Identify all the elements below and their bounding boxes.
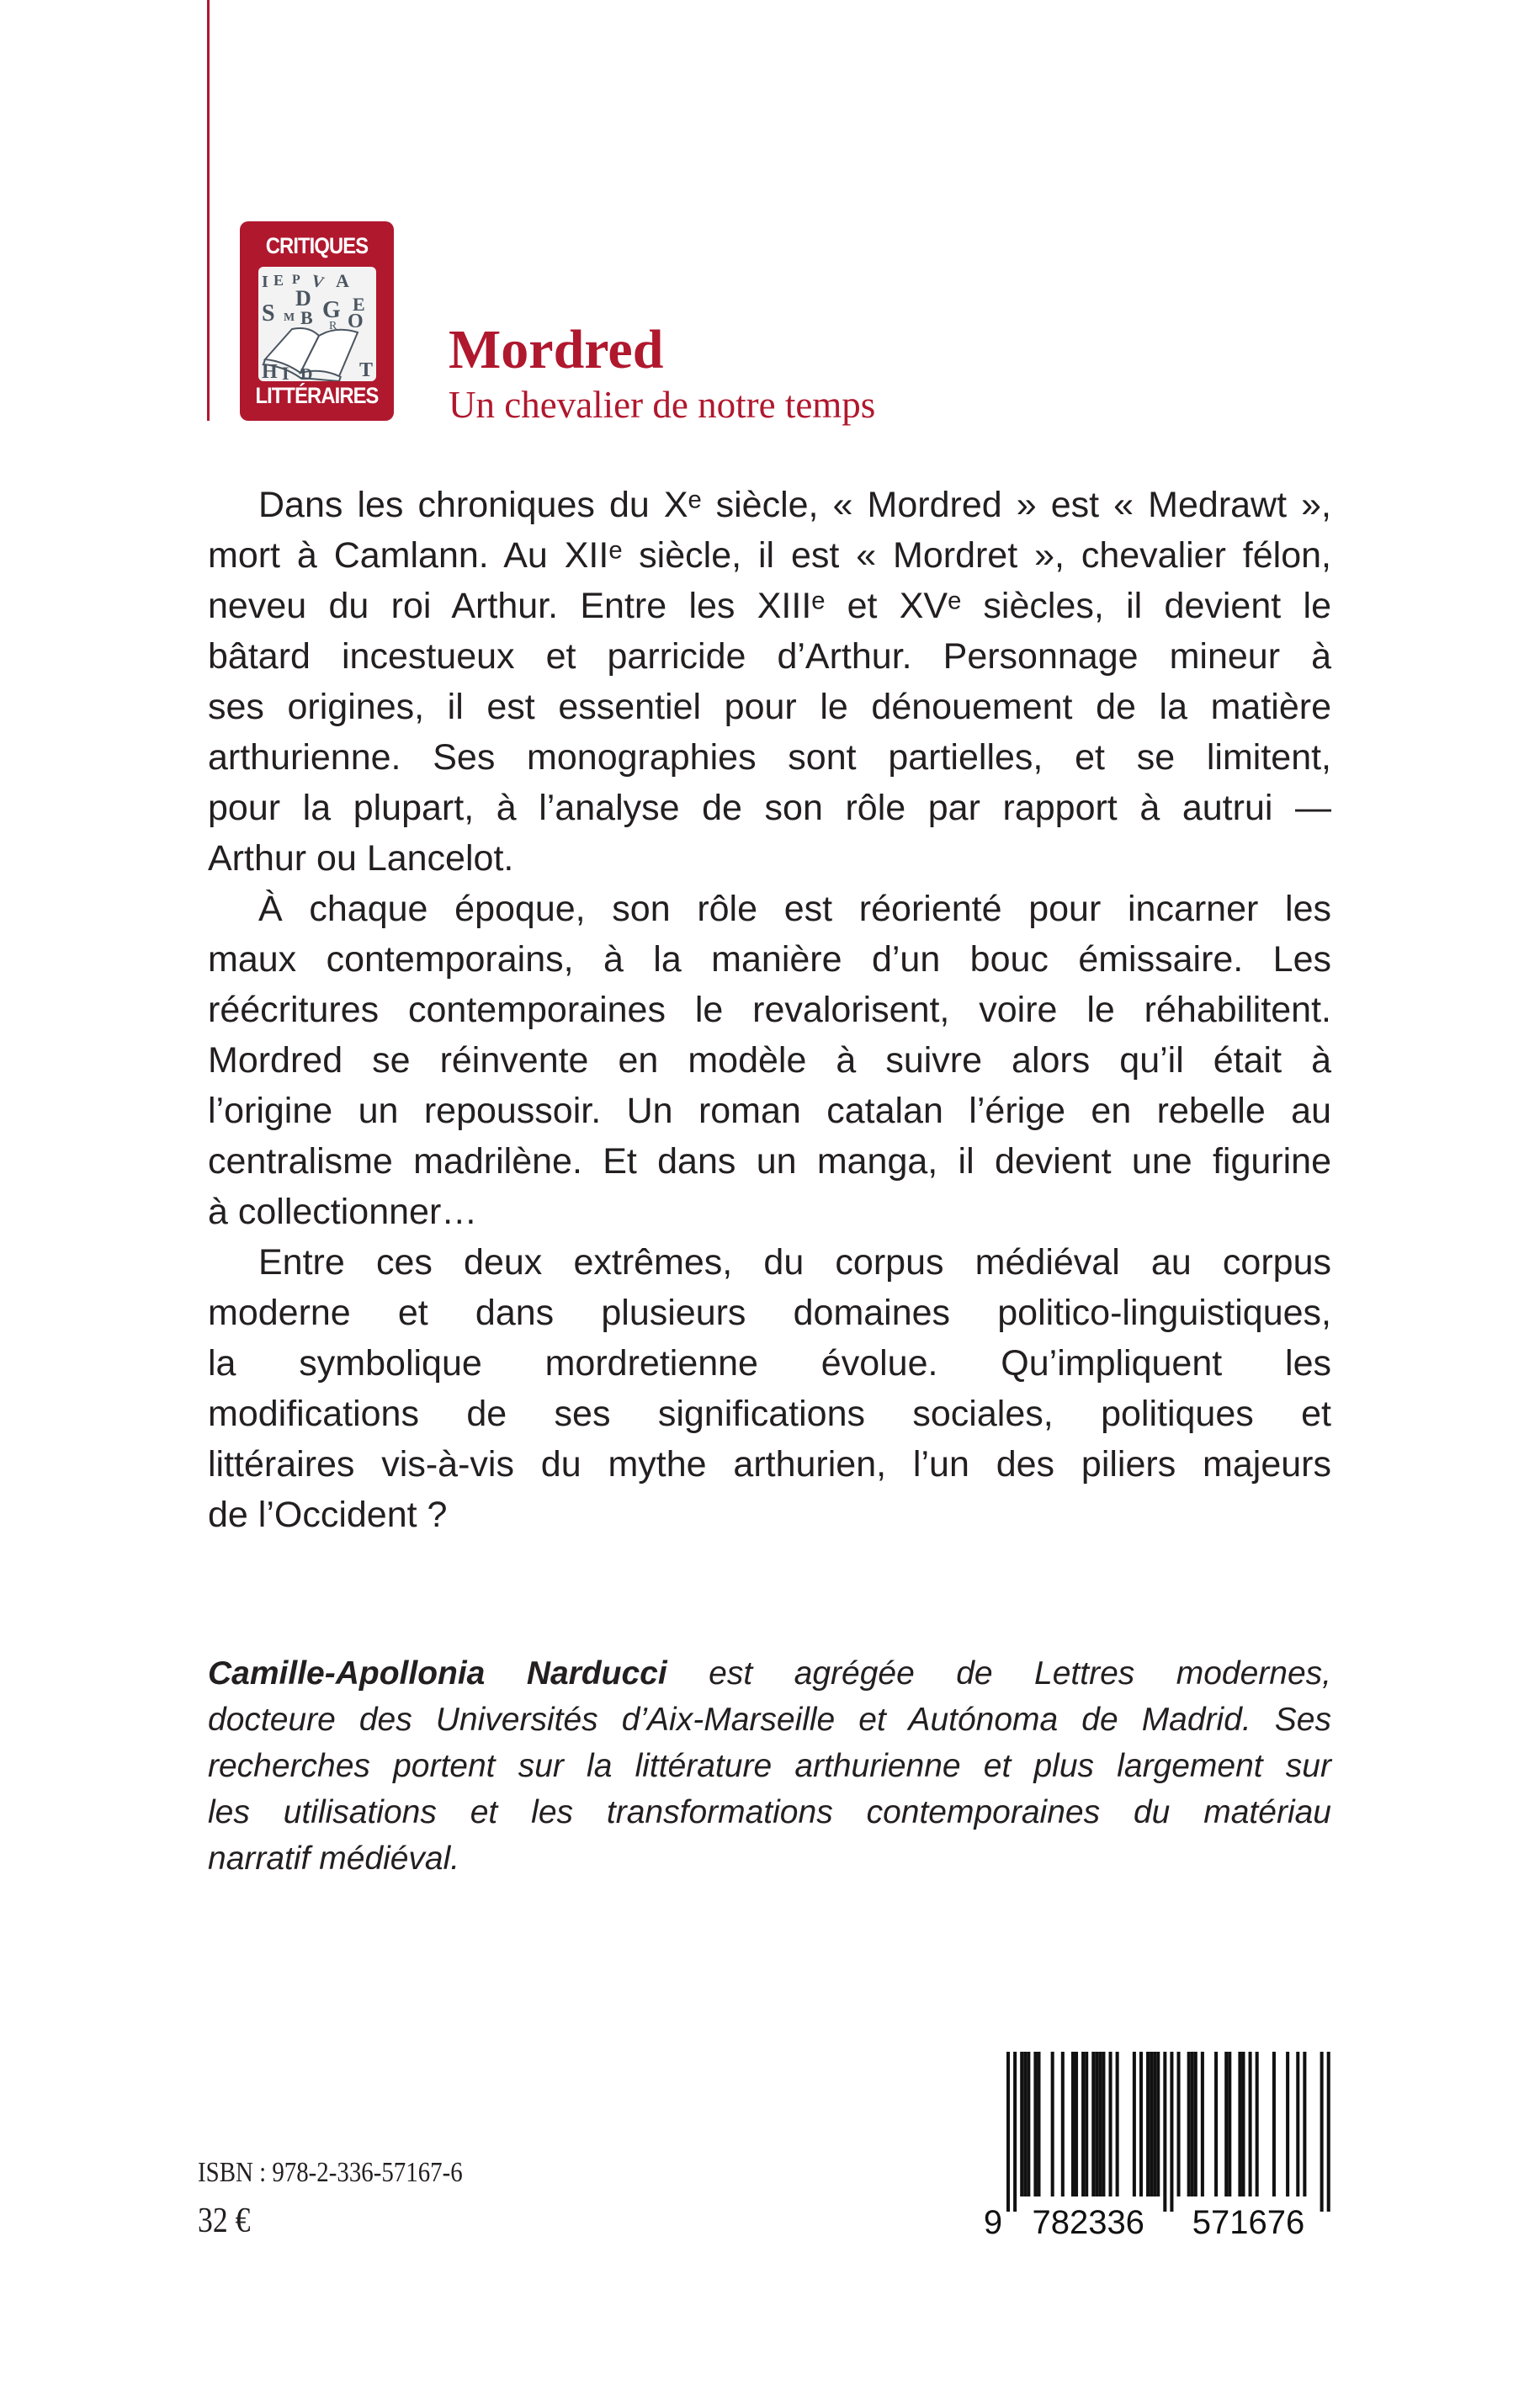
barcode-digits: 9 <box>983 2204 1003 2239</box>
barcode-bar <box>1303 2052 1306 2196</box>
barcode-bar <box>1228 2052 1231 2196</box>
barcode-bar <box>1006 2052 1010 2212</box>
blurb-line: mort à Camlann. Au XIIᵉ siècle, il est « Mordret », chevalier félon, <box>208 535 1331 576</box>
svg-text:D: D <box>300 365 313 381</box>
blurb-line: à collectionner… <box>208 1192 478 1232</box>
barcode <box>976 2050 1338 2239</box>
barcode-bar <box>1296 2052 1299 2196</box>
barcode-bar <box>1033 2052 1037 2196</box>
bio-line: docteure des Universités d’Aix-Marseille et Autónoma de Madrid. Ses <box>208 1702 1331 1738</box>
blurb-line: centralisme madrilène. Et dans un manga, il devient une figurine <box>208 1141 1331 1182</box>
barcode-bar <box>1023 2052 1027 2196</box>
blurb-line: neveu du roi Arthur. Entre les XIIIᵉ et XVᵉ siècles, il devient le <box>208 586 1331 626</box>
barcode-bar <box>1286 2052 1289 2196</box>
barcode-bar <box>1194 2052 1197 2196</box>
blurb-line: ses origines, il est essentiel pour le dénouement de la matière <box>208 687 1331 727</box>
barcode-bar <box>1013 2052 1017 2212</box>
blurb-text <box>208 480 1331 1540</box>
svg-text:E: E <box>273 272 284 289</box>
barcode-bar <box>1153 2052 1156 2196</box>
barcode-bar <box>1156 2052 1160 2196</box>
blurb-line: pour la plupart, à l’analyse de son rôle par rapport à autrui — <box>208 788 1331 828</box>
svg-text:P: P <box>292 273 300 287</box>
svg-text:G: G <box>322 297 341 323</box>
svg-text:M: M <box>284 311 295 324</box>
blurb-line: réécritures contemporaines le revalorisent, voire le réhabilitent. <box>208 990 1331 1030</box>
blurb-line: Mordred se réinvente en modèle à suivre alors qu’il était à <box>208 1040 1331 1081</box>
bio-line <box>208 1650 1331 1697</box>
barcode-bar <box>1272 2052 1276 2196</box>
blurb-line: littéraires vis-à-vis du mythe arthurien, l’un des piliers majeurs <box>208 1444 1331 1485</box>
barcode-bar <box>1187 2052 1191 2196</box>
svg-text:A: A <box>336 270 349 291</box>
svg-text:I: I <box>262 273 268 291</box>
svg-text:R: R <box>329 320 337 332</box>
barcode-bar <box>1075 2052 1078 2196</box>
bio-line: les utilisations et les transformations contemporaines du matériau <box>208 1794 1331 1830</box>
svg-text:I: I <box>282 363 289 381</box>
barcode-bar <box>1320 2052 1324 2212</box>
bio-line: recherches portent sur la littérature arthurienne et plus largement sur <box>208 1748 1331 1784</box>
blurb-line: maux contemporains, à la manière d’un bouc émissaire. Les <box>208 939 1331 980</box>
svg-text:H: H <box>262 361 278 381</box>
svg-text:D: D <box>295 286 311 311</box>
isbn: ISBN : 978-2-336-57167-6 <box>198 2157 463 2188</box>
series-logo <box>240 221 394 421</box>
barcode-bar <box>1027 2052 1030 2196</box>
barcode-bar <box>1150 2052 1153 2196</box>
spine-rule <box>207 0 210 421</box>
barcode-bar <box>1177 2052 1181 2196</box>
blurb-line: Dans les chroniques du Xᵉ siècle, « Mordred » est « Medrawt », <box>258 485 1331 525</box>
author-bio <box>208 1650 1331 1882</box>
barcode-bar <box>1201 2052 1204 2196</box>
blurb-line: la symbolique mordretienne évolue. Qu’impliquent les <box>208 1343 1331 1384</box>
blurb-line: arthurienne. Ses monographies sont partielles, et se limitent, <box>208 737 1331 778</box>
barcode-bar <box>1191 2052 1194 2196</box>
barcode-bar <box>1170 2052 1173 2212</box>
price: 32 € <box>198 2202 251 2240</box>
barcode-bar <box>1327 2052 1330 2212</box>
barcode-bar <box>1081 2052 1085 2196</box>
barcode-bar <box>1098 2052 1102 2196</box>
barcode-bar <box>1133 2052 1136 2196</box>
barcode-bar <box>1085 2052 1088 2196</box>
barcode-bar <box>1139 2052 1143 2196</box>
svg-text:B: B <box>300 307 313 328</box>
blurb-line: modifications de ses significations sociales, politiques et <box>208 1394 1331 1434</box>
blurb-line: Arthur ou Lancelot. <box>208 838 514 879</box>
barcode-bar <box>1051 2052 1054 2196</box>
barcode-bar <box>1020 2052 1023 2196</box>
author-name: Camille-Apollonia Narducci <box>208 1655 667 1692</box>
barcode-bar <box>1037 2052 1040 2196</box>
book-title: Mordred <box>449 319 664 380</box>
barcode-bar <box>1091 2052 1095 2196</box>
barcode-bar <box>1249 2052 1252 2196</box>
bio-text: est agrégée de Lettres modernes, <box>666 1655 1331 1692</box>
barcode-bar <box>1214 2052 1218 2196</box>
blurb-line: de l’Occident ? <box>208 1495 448 1535</box>
barcode-digits: 571676 <box>1192 2204 1305 2239</box>
barcode-bar <box>1241 2052 1245 2196</box>
logo-text-bottom: LITTÉRAIRES <box>255 383 379 408</box>
barcode-bar <box>1109 2052 1113 2196</box>
blurb-line: l’origine un repoussoir. Un roman catalan l’érige en rebelle au <box>208 1091 1331 1131</box>
barcode-bar <box>1102 2052 1105 2196</box>
blurb-line: bâtard incestueux et parricide d’Arthur. Personnage mineur à <box>208 636 1331 677</box>
barcode-bar <box>1256 2052 1259 2196</box>
svg-text:E: E <box>353 294 365 315</box>
blurb-line: À chaque époque, son rôle est réorienté pour incarner les <box>258 889 1331 929</box>
book-subtitle: Un chevalier de notre temps <box>449 384 876 426</box>
barcode-bar <box>1071 2052 1075 2196</box>
svg-text:T: T <box>359 359 374 381</box>
svg-text:V: V <box>309 271 327 293</box>
blurb-line: Entre ces deux extrêmes, du corpus médiéval au corpus <box>258 1242 1331 1283</box>
svg-text:S: S <box>262 300 275 327</box>
logo-text-top: CRITIQUES <box>265 233 369 258</box>
barcode-bar <box>1224 2052 1228 2196</box>
barcode-bar <box>1116 2052 1119 2196</box>
barcode-bar <box>1095 2052 1098 2196</box>
barcode-bar <box>1163 2052 1166 2212</box>
barcode-bar <box>1146 2052 1150 2196</box>
bio-line: narratif médiéval. <box>208 1841 460 1877</box>
book-illustration-icon <box>258 267 376 381</box>
barcode-bar <box>1061 2052 1065 2196</box>
barcode-digits: 782336 <box>1032 2204 1144 2239</box>
barcode-bar <box>1238 2052 1241 2196</box>
svg-text:O: O <box>348 311 364 332</box>
blurb-line: moderne et dans plusieurs domaines politico-linguistiques, <box>208 1293 1331 1333</box>
